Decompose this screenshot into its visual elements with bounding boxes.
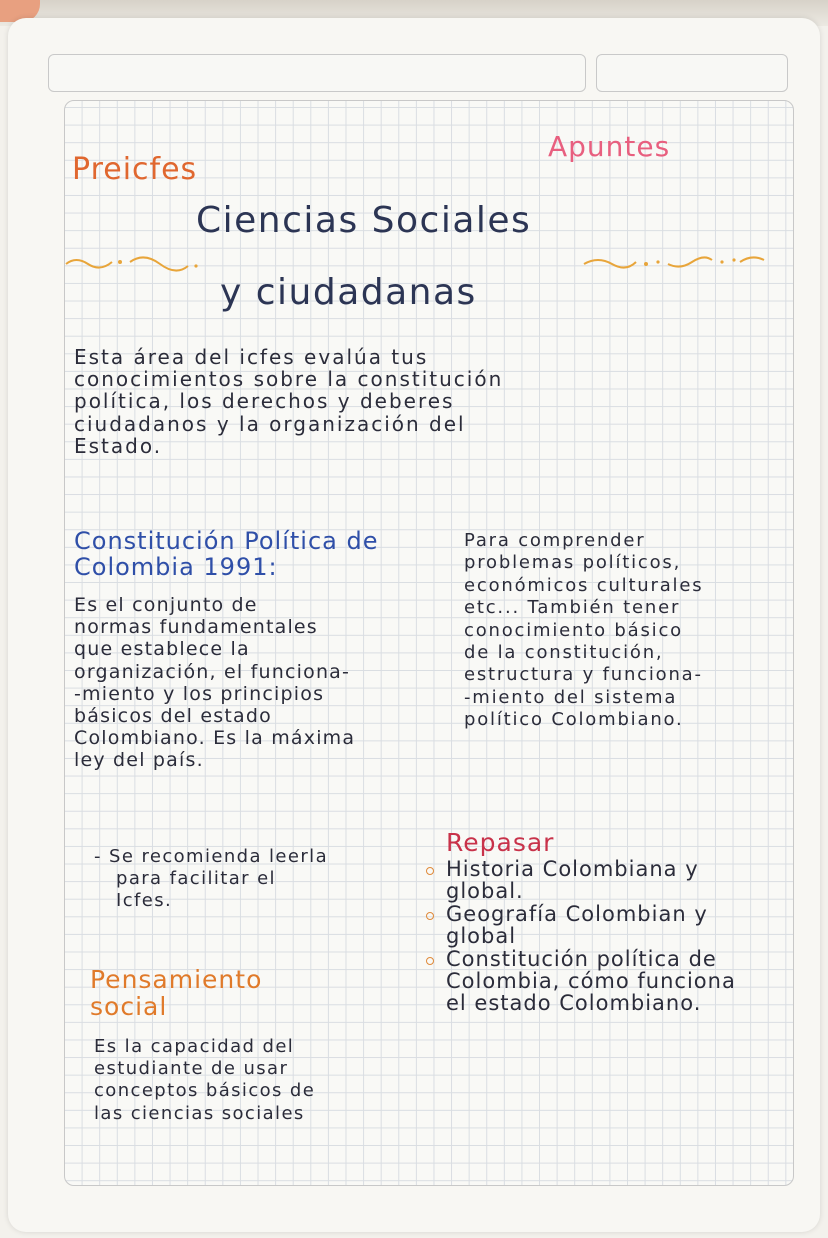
right-line: estructura y funciona- <box>464 664 703 686</box>
left-squiggle-decoration <box>64 248 204 274</box>
note-line: Icfes. <box>116 890 173 912</box>
pensamiento-line: estudiante de usar <box>94 1058 289 1080</box>
note-line: para facilitar el <box>116 868 276 890</box>
constitution-heading <box>74 528 379 580</box>
bullet-icon <box>426 912 434 920</box>
right-paragraph <box>464 530 703 732</box>
right-line: etc... También tener <box>464 597 681 619</box>
note-line: - Se recomienda leerla <box>94 846 329 867</box>
pensamiento-body <box>94 1036 315 1125</box>
right-squiggle-decoration <box>580 250 770 276</box>
header-title-box <box>48 54 586 92</box>
constitution-body <box>74 594 355 772</box>
pensamiento-line: conceptos básicos de <box>94 1080 316 1102</box>
repasar-list <box>426 858 736 1015</box>
right-line: económicos culturales <box>464 574 704 596</box>
constitution-heading-line: Constitución Política de <box>74 527 379 555</box>
intro-line: Estado. <box>74 433 163 458</box>
intro-line: Esta área del icfes evalúa tus <box>74 345 429 369</box>
list-item <box>426 948 736 1015</box>
right-line: Para comprender <box>464 530 646 551</box>
pensamiento-heading <box>90 966 262 1020</box>
header-date-box <box>596 54 788 92</box>
constitution-note <box>94 846 328 913</box>
list-item-line: Constitución política de <box>446 946 717 971</box>
constitution-line: Es el conjunto de <box>74 594 258 616</box>
list-item <box>426 903 736 948</box>
bullet-icon <box>426 867 434 875</box>
intro-paragraph <box>74 346 503 457</box>
constitution-line: Colombiano. Es la máxima <box>74 727 356 750</box>
constitution-line: normas fundamentales <box>74 616 318 639</box>
right-line: político Colombiano. <box>464 709 684 731</box>
right-line: de la constitución, <box>464 642 664 664</box>
right-line: -miento del sistema <box>464 686 678 708</box>
intro-line: política, los derechos y deberes <box>74 389 455 414</box>
intro-line: conocimientos sobre la constitución <box>74 367 504 392</box>
constitution-line: básicos del estado <box>74 705 272 728</box>
notes-tag: Apuntes <box>548 130 671 163</box>
list-item-line: Geografía Colombian y <box>446 901 708 926</box>
pensamiento-heading-line: social <box>90 992 168 1021</box>
page-title-line-1: Ciencias Sociales <box>196 200 532 241</box>
right-line: problemas políticos, <box>464 552 682 574</box>
constitution-line: organización, el funciona- <box>74 660 351 683</box>
repasar-heading: Repasar <box>446 828 555 857</box>
constitution-heading-line: Colombia 1991: <box>74 553 278 581</box>
intro-line: ciudadanos y la organización del <box>74 411 466 436</box>
constitution-line: que establece la <box>74 638 250 661</box>
pensamiento-heading-line: Pensamiento <box>90 965 263 994</box>
list-item-line: global <box>446 924 517 949</box>
constitution-line: -miento y los principios <box>74 682 325 705</box>
brand-label: Preicfes <box>72 152 198 187</box>
list-item-line: Historia Colombiana y <box>446 857 699 881</box>
page-title-line-2: y ciudadanas <box>220 272 477 313</box>
bullet-icon <box>426 957 434 965</box>
list-item-line: global. <box>446 879 524 904</box>
right-line: conocimiento básico <box>464 619 683 641</box>
pensamiento-line: las ciencias sociales <box>94 1102 305 1124</box>
pensamiento-line: Es la capacidad del <box>94 1036 295 1057</box>
list-item <box>426 858 736 903</box>
list-item-line: Colombia, cómo funciona <box>446 969 736 994</box>
list-item-line: el estado Colombiano. <box>446 991 702 1016</box>
constitution-line: ley del país. <box>74 749 204 772</box>
